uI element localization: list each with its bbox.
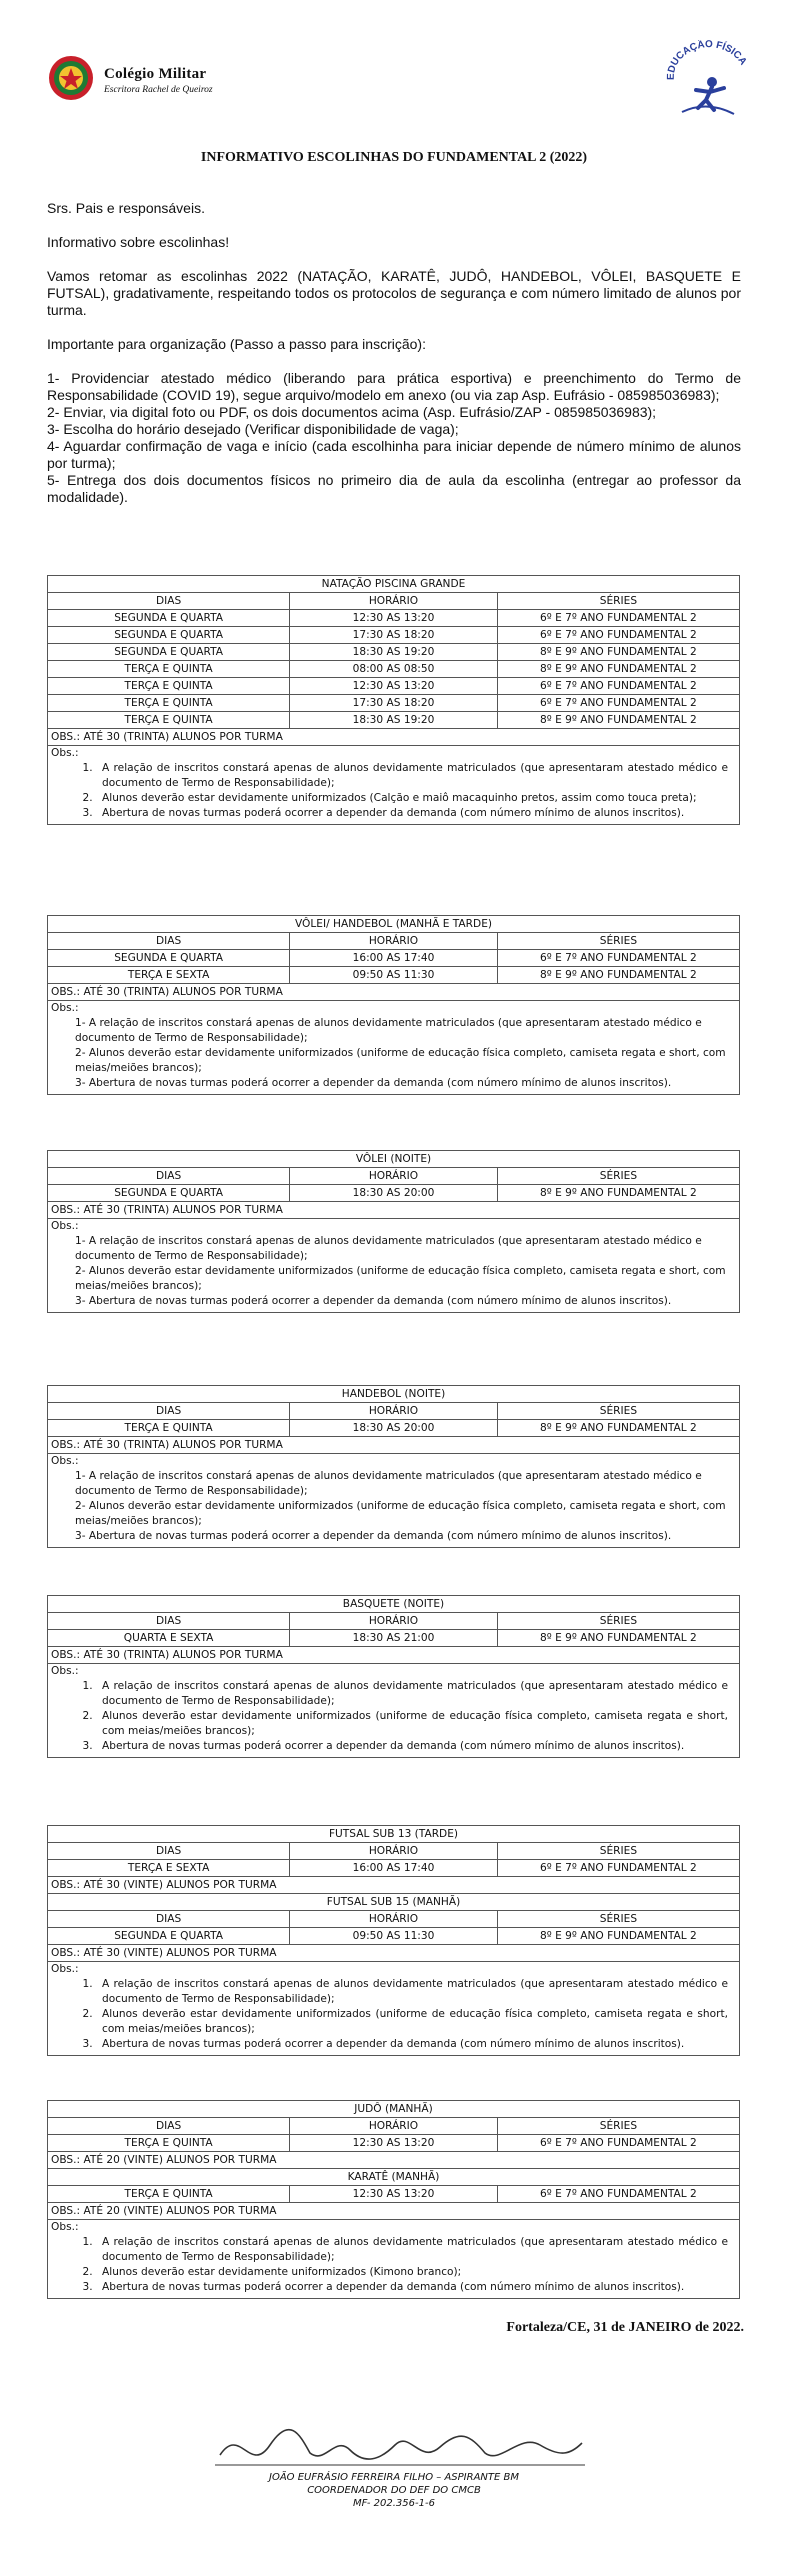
table-row <box>48 1860 740 1877</box>
obs-item: 3. Abertura de novas turmas poderá ocorrer a depender da demanda (com número mínimo de alunos inscritos). <box>96 2280 728 2295</box>
table-row <box>48 644 740 661</box>
table-subtitle: KARATÊ (MANHÃ) <box>48 2169 740 2186</box>
col-header-series: SÉRIES <box>497 2118 739 2135</box>
cell-series: 6º E 7º ANO FUNDAMENTAL 2 <box>497 2186 739 2203</box>
student-limit: OBS.: ATÉ 30 (TRINTA) ALUNOS POR TURMA <box>48 729 740 746</box>
col-header-series: SÉRIES <box>497 1403 739 1420</box>
cell-series: 6º E 7º ANO FUNDAMENTAL 2 <box>497 627 739 644</box>
obs-cell <box>48 1962 740 2056</box>
cell-horario: 08:00 AS 08:50 <box>290 661 498 678</box>
col-header-dias: DIAS <box>48 1911 290 1928</box>
cell-horario: 18:30 AS 20:00 <box>290 1185 498 1202</box>
step-item: 1- Providenciar atestado médico (liberando para prática esportiva) e preenchimento do Termo de Responsabilidade (COVID 19), segue arquivo/modelo em anexo (ou via zap Asp. Eufrásio - 085985036983); <box>47 370 741 403</box>
step-item: 2- Enviar, via digital foto ou PDF, os dois documentos acima (Asp. Eufrásio/ZAP - 085985036983); <box>47 404 657 420</box>
cell-series: 6º E 7º ANO FUNDAMENTAL 2 <box>497 678 739 695</box>
physical-education-logo <box>662 40 752 120</box>
cell-horario: 18:30 AS 19:20 <box>290 644 498 661</box>
cell-series: 6º E 7º ANO FUNDAMENTAL 2 <box>497 950 739 967</box>
cell-horario: 12:30 AS 13:20 <box>290 678 498 695</box>
schedule-table-judo-karate <box>47 2100 740 2299</box>
cell-dias: TERÇA E QUINTA <box>48 695 290 712</box>
table-row <box>48 2135 740 2152</box>
table-row <box>48 1928 740 1945</box>
step-item: 5- Entrega dos dois documentos físicos no primeiro dia de aula da escolinha (entregar ao professor da modalidade). <box>47 472 741 505</box>
student-limit: OBS.: ATÉ 20 (VINTE) ALUNOS POR TURMA <box>48 2152 740 2169</box>
col-header-horario: HORÁRIO <box>290 1843 498 1860</box>
obs-cell <box>48 1664 740 1758</box>
signer-id: MF- 202.356-1-6 <box>353 2498 435 2509</box>
cell-horario: 16:00 AS 17:40 <box>290 950 498 967</box>
obs-label: Obs.: <box>51 1220 79 1232</box>
step-item: 3- Escolha do horário desejado (Verificar disponibilidade de vaga); <box>47 421 459 437</box>
obs-item: 2. Alunos deverão estar devidamente uniformizados (uniforme de educação física completo, camiseta regata e short, com meias/meiões brancos); <box>96 1709 728 1739</box>
signer-role: COORDENADOR DO DEF DO CMCB <box>307 2485 481 2496</box>
col-header-horario: HORÁRIO <box>290 2118 498 2135</box>
col-header-horario: HORÁRIO <box>290 1911 498 1928</box>
cell-horario: 12:30 AS 13:20 <box>290 2135 498 2152</box>
col-header-horario: HORÁRIO <box>290 1613 498 1630</box>
col-header-horario: HORÁRIO <box>290 933 498 950</box>
cell-dias: TERÇA E QUINTA <box>48 1420 290 1437</box>
schedule-table-volei-noite <box>47 1150 740 1313</box>
obs-label: Obs.: <box>51 1002 79 1014</box>
table-row <box>48 661 740 678</box>
cell-dias: SEGUNDA E QUARTA <box>48 627 290 644</box>
col-header-dias: DIAS <box>48 1168 290 1185</box>
obs-cell <box>48 1454 740 1548</box>
subject: Informativo sobre escolinhas! <box>47 234 230 250</box>
student-limit: OBS.: ATÉ 30 (TRINTA) ALUNOS POR TURMA <box>48 1647 740 1664</box>
org-subtitle: Escritora Rachel de Queiroz <box>104 85 213 95</box>
cell-dias: TERÇA E QUINTA <box>48 2186 290 2203</box>
cell-horario: 18:30 AS 21:00 <box>290 1630 498 1647</box>
table-title: VÔLEI/ HANDEBOL (MANHÃ E TARDE) <box>48 916 740 933</box>
obs-item: 2. Alunos deverão estar devidamente uniformizados (uniforme de educação física completo, camiseta regata e short, com meias/meiões brancos); <box>96 2007 728 2037</box>
obs-label: Obs.: <box>51 747 79 759</box>
col-header-series: SÉRIES <box>497 593 739 610</box>
cell-dias: TERÇA E QUINTA <box>48 2135 290 2152</box>
cell-series: 6º E 7º ANO FUNDAMENTAL 2 <box>497 695 739 712</box>
obs-label: Obs.: <box>51 1665 79 1677</box>
student-limit: OBS.: ATÉ 30 (TRINTA) ALUNOS POR TURMA <box>48 984 740 1001</box>
obs-item: 1. A relação de inscritos constará apenas de alunos devidamente matriculados (que apresentaram atestado médico e documento de Termo de Responsabilidade); <box>96 1977 728 2007</box>
obs-cell <box>48 2220 740 2299</box>
obs-item: 2- Alunos deverão estar devidamente uniformizados (uniforme de educação física completo, camiseta regata e short, com meias/meiões brancos); <box>75 1500 726 1527</box>
cell-horario: 17:30 AS 18:20 <box>290 695 498 712</box>
cell-dias: TERÇA E QUINTA <box>48 712 290 729</box>
col-header-dias: DIAS <box>48 2118 290 2135</box>
cell-series: 8º E 9º ANO FUNDAMENTAL 2 <box>497 1630 739 1647</box>
col-header-series: SÉRIES <box>497 1843 739 1860</box>
cell-series: 6º E 7º ANO FUNDAMENTAL 2 <box>497 2135 739 2152</box>
table-row <box>48 1185 740 1202</box>
intro-body: Vamos retomar as escolinhas 2022 (NATAÇÃO, KARATÊ, JUDÔ, HANDEBOL, VÔLEI, BASQUETE E FUTSAL), gradativamente, respeitando todos os protocolos de segurança e com número limitado de alunos por turma. <box>47 268 741 318</box>
obs-label: Obs.: <box>51 1963 79 1975</box>
obs-label: Obs.: <box>51 1455 79 1467</box>
obs-item: 3. Abertura de novas turmas poderá ocorrer a depender da demanda (com número mínimo de alunos inscritos). <box>96 2037 728 2052</box>
col-header-dias: DIAS <box>48 933 290 950</box>
obs-item: 1. A relação de inscritos constará apenas de alunos devidamente matriculados (que apresentaram atestado médico e documento de Termo de Responsabilidade); <box>96 761 728 791</box>
cell-horario: 09:50 AS 11:30 <box>290 967 498 984</box>
obs-item: 1- A relação de inscritos constará apenas de alunos devidamente matriculados (que apresentaram atestado médico e documento de Termo de Responsabilidade); <box>75 1235 702 1262</box>
obs-item: 1- A relação de inscritos constará apenas de alunos devidamente matriculados (que apresentaram atestado médico e documento de Termo de Responsabilidade); <box>75 1470 702 1497</box>
cell-dias: TERÇA E SEXTA <box>48 1860 290 1877</box>
cell-dias: SEGUNDA E QUARTA <box>48 610 290 627</box>
student-limit: OBS.: ATÉ 30 (TRINTA) ALUNOS POR TURMA <box>48 1437 740 1454</box>
col-header-horario: HORÁRIO <box>290 593 498 610</box>
col-header-dias: DIAS <box>48 1403 290 1420</box>
table-row <box>48 627 740 644</box>
cell-horario: 16:00 AS 17:40 <box>290 1860 498 1877</box>
table-row <box>48 2186 740 2203</box>
cell-series: 8º E 9º ANO FUNDAMENTAL 2 <box>497 1420 739 1437</box>
steps-list <box>47 370 741 506</box>
cell-dias: SEGUNDA E QUARTA <box>48 644 290 661</box>
cell-horario: 12:30 AS 13:20 <box>290 610 498 627</box>
obs-item: 2- Alunos deverão estar devidamente uniformizados (uniforme de educação física completo, camiseta regata e short, com meias/meiões brancos); <box>75 1047 726 1074</box>
obs-item: 3- Abertura de novas turmas poderá ocorrer a depender da demanda (com número mínimo de alunos inscritos). <box>75 1295 672 1307</box>
table-row <box>48 1630 740 1647</box>
table-row <box>48 712 740 729</box>
cell-horario: 12:30 AS 13:20 <box>290 2186 498 2203</box>
intro-section <box>47 200 741 506</box>
page-header <box>0 0 788 140</box>
student-limit: OBS.: ATÉ 30 (VINTE) ALUNOS POR TURMA <box>48 1877 740 1894</box>
obs-item: 3- Abertura de novas turmas poderá ocorrer a depender da demanda (com número mínimo de alunos inscritos). <box>75 1530 672 1542</box>
cell-dias: QUARTA E SEXTA <box>48 1630 290 1647</box>
obs-cell <box>48 746 740 825</box>
cell-dias: TERÇA E QUINTA <box>48 678 290 695</box>
table-title: JUDÔ (MANHÃ) <box>48 2101 740 2118</box>
cell-horario: 09:50 AS 11:30 <box>290 1928 498 1945</box>
cell-dias: SEGUNDA E QUARTA <box>48 1928 290 1945</box>
cell-series: 8º E 9º ANO FUNDAMENTAL 2 <box>497 712 739 729</box>
table-title: BASQUETE (NOITE) <box>48 1596 740 1613</box>
table-row <box>48 1420 740 1437</box>
schedule-table-futsal <box>47 1825 740 2056</box>
cell-series: 8º E 9º ANO FUNDAMENTAL 2 <box>497 644 739 661</box>
table-row <box>48 610 740 627</box>
table-title: FUTSAL SUB 13 (TARDE) <box>48 1826 740 1843</box>
table-subtitle: FUTSAL SUB 15 (MANHÃ) <box>48 1894 740 1911</box>
col-header-series: SÉRIES <box>497 1168 739 1185</box>
obs-item: 2. Alunos deverão estar devidamente uniformizados (Kimono branco); <box>96 2265 728 2280</box>
obs-cell <box>48 1001 740 1095</box>
greeting: Srs. Pais e responsáveis. <box>47 200 205 216</box>
col-header-horario: HORÁRIO <box>290 1168 498 1185</box>
org-name-block <box>104 66 213 95</box>
col-header-dias: DIAS <box>48 593 290 610</box>
obs-item: 1. A relação de inscritos constará apenas de alunos devidamente matriculados (que apresentaram atestado médico e documento de Termo de Responsabilidade); <box>96 2235 728 2265</box>
table-row <box>48 950 740 967</box>
table-row <box>48 695 740 712</box>
cell-series: 6º E 7º ANO FUNDAMENTAL 2 <box>497 1860 739 1877</box>
college-seal-icon <box>48 55 94 101</box>
student-limit: OBS.: ATÉ 30 (VINTE) ALUNOS POR TURMA <box>48 1945 740 1962</box>
cell-dias: SEGUNDA E QUARTA <box>48 1185 290 1202</box>
obs-item: 2. Alunos deverão estar devidamente uniformizados (Calção e maiô macaquinho pretos, assim como touca preta); <box>96 791 728 806</box>
signer-name: JOÃO EUFRÁSIO FERREIRA FILHO – ASPIRANTE BM <box>269 2472 519 2483</box>
table-title: VÔLEI (NOITE) <box>48 1151 740 1168</box>
cell-series: 6º E 7º ANO FUNDAMENTAL 2 <box>497 610 739 627</box>
schedule-table-basquete <box>47 1595 740 1758</box>
step-item: 4- Aguardar confirmação de vaga e início (cada escolhinha para iniciar depende de número mínimo de alunos por turma); <box>47 438 741 471</box>
schedule-table-natacao <box>47 575 740 825</box>
col-header-series: SÉRIES <box>497 933 739 950</box>
col-header-series: SÉRIES <box>497 1613 739 1630</box>
obs-item: 3. Abertura de novas turmas poderá ocorrer a depender da demanda (com número mínimo de alunos inscritos). <box>96 806 728 821</box>
signature-block <box>0 2471 788 2510</box>
cell-horario: 17:30 AS 18:20 <box>290 627 498 644</box>
student-limit: OBS.: ATÉ 30 (TRINTA) ALUNOS POR TURMA <box>48 1202 740 1219</box>
document-title: INFORMATIVO ESCOLINHAS DO FUNDAMENTAL 2 (2022) <box>200 150 588 165</box>
svg-text:EDUCAÇÃO FÍSICA: EDUCAÇÃO FÍSICA <box>665 40 749 81</box>
table-row <box>48 967 740 984</box>
schedule-table-handebol-noite <box>47 1385 740 1548</box>
cell-dias: TERÇA E QUINTA <box>48 661 290 678</box>
col-header-horario: HORÁRIO <box>290 1403 498 1420</box>
cell-series: 8º E 9º ANO FUNDAMENTAL 2 <box>497 1185 739 1202</box>
org-name: Colégio Militar <box>104 66 207 82</box>
obs-label: Obs.: <box>51 2221 79 2233</box>
table-title: HANDEBOL (NOITE) <box>48 1386 740 1403</box>
place-date: Fortaleza/CE, 31 de JANEIRO de 2022. <box>506 2320 744 2335</box>
obs-item: 3- Abertura de novas turmas poderá ocorrer a depender da demanda (com número mínimo de alunos inscritos). <box>75 1077 672 1089</box>
cell-dias: TERÇA E SEXTA <box>48 967 290 984</box>
important-heading: Importante para organização (Passo a passo para inscrição): <box>47 336 426 352</box>
cell-series: 8º E 9º ANO FUNDAMENTAL 2 <box>497 967 739 984</box>
table-row <box>48 678 740 695</box>
cell-series: 8º E 9º ANO FUNDAMENTAL 2 <box>497 661 739 678</box>
cell-horario: 18:30 AS 19:20 <box>290 712 498 729</box>
schedule-table-volei-handebol <box>47 915 740 1095</box>
obs-item: 2- Alunos deverão estar devidamente uniformizados (uniforme de educação física completo, camiseta regata e short, com meias/meiões brancos); <box>75 1265 726 1292</box>
col-header-dias: DIAS <box>48 1843 290 1860</box>
cell-series: 8º E 9º ANO FUNDAMENTAL 2 <box>497 1928 739 1945</box>
col-header-dias: DIAS <box>48 1613 290 1630</box>
table-title: NATAÇÃO PISCINA GRANDE <box>48 576 740 593</box>
obs-item: 1. A relação de inscritos constará apenas de alunos devidamente matriculados (que apresentaram atestado médico e documento de Termo de Responsabilidade); <box>96 1679 728 1709</box>
obs-item: 1- A relação de inscritos constará apenas de alunos devidamente matriculados (que apresentaram atestado médico e documento de Termo de Responsabilidade); <box>75 1017 702 1044</box>
student-limit: OBS.: ATÉ 20 (VINTE) ALUNOS POR TURMA <box>48 2203 740 2220</box>
signature-image <box>210 2415 590 2475</box>
obs-item: 3. Abertura de novas turmas poderá ocorrer a depender da demanda (com número mínimo de alunos inscritos). <box>96 1739 728 1754</box>
cell-dias: SEGUNDA E QUARTA <box>48 950 290 967</box>
obs-cell <box>48 1219 740 1313</box>
col-header-series: SÉRIES <box>497 1911 739 1928</box>
cell-horario: 18:30 AS 20:00 <box>290 1420 498 1437</box>
